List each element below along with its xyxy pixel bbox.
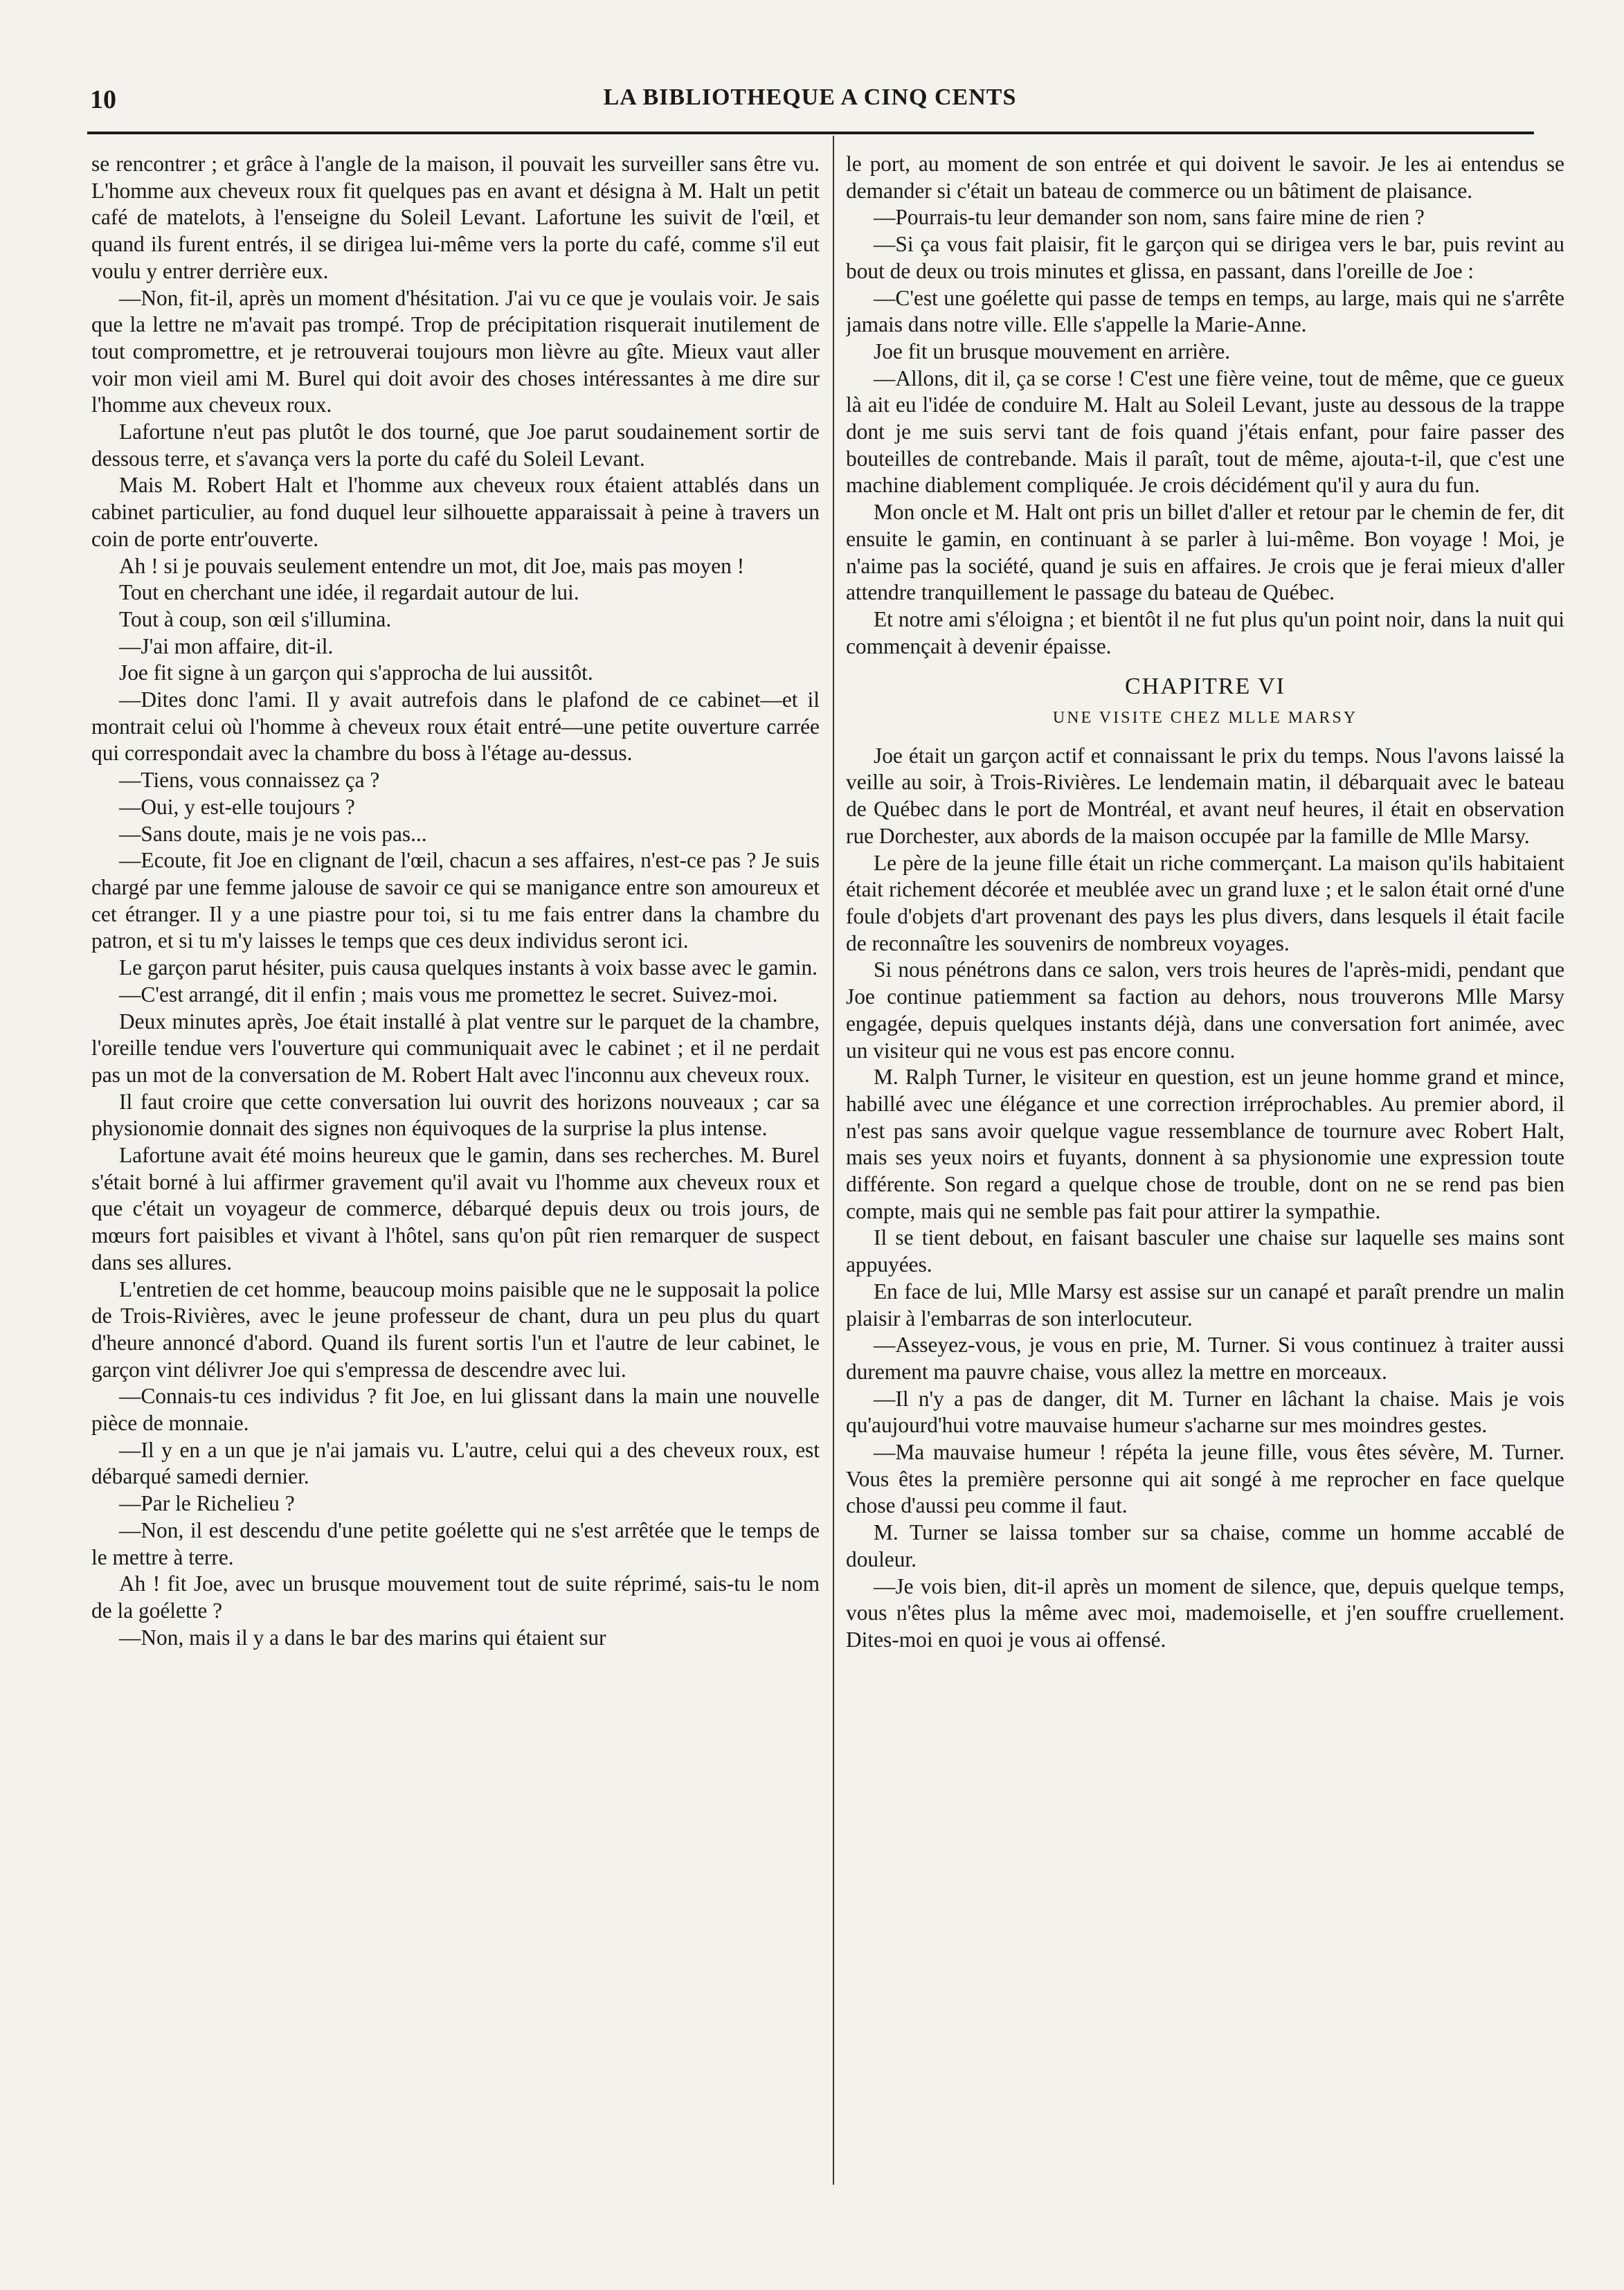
paragraph: —Connais-tu ces individus ? fit Joe, en lui glissant dans la main une nouvelle pièce de monnaie. bbox=[91, 1384, 820, 1436]
paragraph: Si nous pénétrons dans ce salon, vers trois heures de l'après-midi, pendant que Joe continue patiemment sa faction au dehors, nous trouverons Mlle Marsy engagée, depuis quelques instants déjà, dans une conversation fort animée, avec un visiteur qui ne vous est pas encore connu. bbox=[846, 957, 1564, 1063]
paragraph: —Il y en a un que je n'ai jamais vu. L'autre, celui qui a des cheveux roux, est débarqué samedi dernier. bbox=[91, 1437, 820, 1489]
page-header bbox=[90, 82, 1530, 123]
paragraph: L'entretien de cet homme, beaucoup moins paisible que ne le supposait la police de Trois-Rivières, avec le jeune professeur de chant, dura un peu plus du quart d'heure annoncé d'abord. Quand ils furent sortis l'un et l'autre de leur cabinet, le garçon vint délivrer Joe qui s'empressa de descendre avec lui. bbox=[91, 1277, 820, 1382]
paragraph: Il faut croire que cette conversation lui ouvrit des horizons nouveaux ; car sa physionomie donnait des signes non équivoques de la surprise la plus intense. bbox=[91, 1089, 820, 1141]
paragraph: —Si ça vous fait plaisir, fit le garçon qui se dirigea vers le bar, puis revint au bout de deux ou trois minutes et glissa, en passant, dans l'oreille de Joe : bbox=[846, 232, 1564, 283]
paragraph: —Pourrais-tu leur demander son nom, sans faire mine de rien ? bbox=[874, 205, 1425, 230]
paragraph: En face de lui, Mlle Marsy est assise sur un canapé et paraît prendre un malin plaisir à l'embarras de son interlocuteur. bbox=[846, 1279, 1564, 1331]
paragraph: —Non, il est descendu d'une petite goélette qui ne s'est arrêtée que le temps de le mettre à terre. bbox=[91, 1517, 820, 1569]
paragraph: Ah ! si je pouvais seulement entendre un mot, dit Joe, mais pas moyen ! bbox=[119, 553, 745, 578]
paragraph: —Ecoute, fit Joe en clignant de l'œil, chacun a ses affaires, n'est-ce pas ? Je suis chargé par une femme jalouse de savoir ce qui se manigance entre son amoureux et cet étranger. Il y a une piastre pour toi, si tu me fais entrer dans la chambre du patron, et si tu m'y laisses le temps que ces deux individus seront ici. bbox=[91, 848, 820, 953]
paragraph: M. Ralph Turner, le visiteur en question, est un jeune homme grand et mince, habillé avec une élégance et une correction irréprochables. Au premier abord, il n'est pas sans avoir quelque vague ressemblance de tournure avec Robert Halt, mais ses yeux noirs et fuyants, donnent à sa physionomie une expression toute différente. Son regard a quelque chose de trouble, dont on ne se rend pas bien compte, mais qui ne semble pas fait pour attirer la sympathie. bbox=[846, 1065, 1564, 1223]
paragraph: Tout en cherchant une idée, il regardait autour de lui. bbox=[119, 580, 579, 605]
chapter-subtitle: UNE VISITE CHEZ MLLE MARSY bbox=[1052, 709, 1358, 728]
header-rule bbox=[87, 132, 1534, 134]
paragraph: —Allons, dit il, ça se corse ! C'est une fière veine, tout de même, que ce gueux là ait eu l'idée de conduire M. Halt au Soleil Levant, juste au dessous de la trappe dont je me suis servi tant de fois quand j'étais enfant, pour faire passer des bouteilles de contrebande. Mais il paraît, tout de même, ajouta-t-il, que c'est une machine diablement compliquée. Je crois décidément qu'il y aura du fun. bbox=[846, 366, 1564, 498]
paragraph: M. Turner se laissa tomber sur sa chaise, comme un homme accablé de douleur. bbox=[846, 1520, 1564, 1571]
paragraph: —Dites donc l'ami. Il y avait autrefois dans le plafond de ce cabinet—et il montrait celui où l'homme à cheveux roux était entré—une petite ouverture carrée qui correspondait avec la chambre du boss à l'étage au-dessus. bbox=[91, 687, 820, 766]
paragraph: —C'est une goélette qui passe de temps en temps, au large, mais qui ne s'arrête jamais dans notre ville. Elle s'appelle la Marie-Anne. bbox=[846, 285, 1564, 337]
paragraph: —Sans doute, mais je ne vois pas... bbox=[119, 821, 427, 846]
paragraph: —Non, mais il y a dans le bar des marins qui étaient sur bbox=[119, 1625, 606, 1650]
running-title: LA BIBLIOTHEQUE A CINQ CENTS bbox=[603, 84, 1017, 110]
paragraph: —Je vois bien, dit-il après un moment de silence, que, depuis quelque temps, vous n'êtes plus la même avec moi, mademoiselle, et j'en souffre cruellement. Dites-moi en quoi je vous ai offensé. bbox=[846, 1574, 1564, 1652]
paragraph: Ah ! fit Joe, avec un brusque mouvement tout de suite réprimé, sais-tu le nom de la goélette ? bbox=[91, 1571, 820, 1623]
paragraph: —Par le Richelieu ? bbox=[119, 1491, 295, 1516]
paragraph: —Non, fit-il, après un moment d'hésitation. J'ai vu ce que je voulais voir. Je sais que la lettre ne m'avait pas trompé. Trop de précipitation risquerait inutilement de tout compromettre, et je retrouverai toujours mon lièvre au gîte. Mieux vaut aller voir mon vieil ami M. Burel qui doit avoir des choses intéressantes à me dire sur l'homme aux cheveux roux. bbox=[91, 285, 820, 417]
paragraph: Lafortune n'eut pas plutôt le dos tourné, que Joe parut soudainement sortir de dessous terre, et s'avança vers la porte du café du Soleil Levant. bbox=[91, 420, 820, 471]
paragraph: Joe était un garçon actif et connaissant le prix du temps. Nous l'avons laissé la veille au soir, à Trois-Rivières. Le lendemain matin, il débarquait avec le bateau de Québec dans le port de Montréal, et avant neuf heures, il était en observation rue Dorchester, aux abords de la maison occupée par la famille de Mlle Marsy. bbox=[846, 743, 1564, 848]
column-divider bbox=[833, 136, 834, 2185]
paragraph: Joe fit un brusque mouvement en arrière. bbox=[874, 339, 1231, 363]
paragraph: le port, au moment de son entrée et qui doivent le savoir. Je les ai entendus se demander si c'était un bateau de commerce ou un bâtiment de plaisance. bbox=[846, 152, 1564, 203]
paragraph: Et notre ami s'éloigna ; et bientôt il ne fut plus qu'un point noir, dans la nuit qui commençait à devenir épaisse. bbox=[846, 606, 1564, 658]
right-column bbox=[846, 151, 1564, 2179]
paragraph: —Asseyez-vous, je vous en prie, M. Turner. Si vous continuez à traiter aussi durement ma pauvre chaise, vous allez la mettre en morceaux. bbox=[846, 1333, 1564, 1384]
left-column bbox=[91, 151, 820, 2179]
paragraph: —Oui, y est-elle toujours ? bbox=[119, 794, 355, 819]
paragraph: Lafortune avait été moins heureux que le gamin, dans ses recherches. M. Burel s'était borné à lui affirmer gravement qu'il avait vu l'homme aux cheveux roux et que c'était un voyageur de commerce, débarqué depuis deux ou trois jours, de mœurs fort paisibles et vivant à l'hôtel, sans qu'on pût rien remarquer de suspect dans ses allures. bbox=[91, 1143, 820, 1274]
paragraph: Le garçon parut hésiter, puis causa quelques instants à voix basse avec le gamin. bbox=[119, 955, 818, 980]
paragraph: Le père de la jeune fille était un riche commerçant. La maison qu'ils habitaient était richement décorée et meublée avec un grand luxe ; et le salon était orné d'une foule d'objets d'art provenant des pays les plus divers, dans lesquels il était facile de reconnaître les souvenirs de nombreux voyages. bbox=[846, 850, 1564, 955]
paragraph: —Il n'y a pas de danger, dit M. Turner en lâchant la chaise. Mais je vois qu'aujourd'hui votre mauvaise humeur s'acharne sur mes moindres gestes. bbox=[846, 1386, 1564, 1438]
paragraph: Il se tient debout, en faisant basculer une chaise sur laquelle ses mains sont appuyées. bbox=[846, 1225, 1564, 1277]
paragraph: —J'ai mon affaire, dit-il. bbox=[119, 633, 334, 658]
paragraph: Deux minutes après, Joe était installé à plat ventre sur le parquet de la chambre, l'oreille tendue vers l'ouverture qui communiquait avec le cabinet ; et il ne perdait pas un mot de la conversation de M. Robert Halt avec l'inconnu aux cheveux roux. bbox=[91, 1009, 820, 1087]
paragraph: Joe fit signe à un garçon qui s'approcha de lui aussitôt. bbox=[119, 660, 593, 685]
paragraph: —Tiens, vous connaissez ça ? bbox=[119, 768, 380, 793]
paragraph: —C'est arrangé, dit il enfin ; mais vous me promettez le secret. Suivez-moi. bbox=[119, 982, 778, 1007]
paragraph: —Ma mauvaise humeur ! répéta la jeune fille, vous êtes sévère, M. Turner. Vous êtes la première personne qui ait songé à me reprocher en face quelque chose d'aussi peu comme il faut. bbox=[846, 1440, 1564, 1518]
page-number: 10 bbox=[90, 85, 116, 114]
paragraph: Tout à coup, son œil s'illumina. bbox=[119, 606, 392, 631]
chapter-title: CHAPITRE VI bbox=[1125, 674, 1285, 700]
paragraph: Mon oncle et M. Halt ont pris un billet d'aller et retour par le chemin de fer, dit ensuite le gamin, en continuant à se parler à lui-même. Bon voyage ! Moi, je n'aime pas la société, quand je suis en affaires. Je crois que je ferai mieux d'aller attendre tranquillement le passage du bateau de Québec. bbox=[846, 500, 1564, 605]
paragraph: Mais M. Robert Halt et l'homme aux cheveux roux étaient attablés dans un cabinet particulier, au fond duquel leur silhouette apparaissait à peine à travers un coin de porte entr'ouverte. bbox=[91, 473, 820, 551]
paragraph: se rencontrer ; et grâce à l'angle de la maison, il pouvait les surveiller sans être vu. L'homme aux cheveux roux fit quelques pas en avant et désigna à M. Halt un petit café de matelots, à l'enseigne du Soleil Levant. Lafortune les suivit de l'œil, et quand ils furent entrés, il se dirigea lui-même vers la porte du café, comme s'il eut voulu y entrer derrière eux. bbox=[91, 152, 820, 283]
